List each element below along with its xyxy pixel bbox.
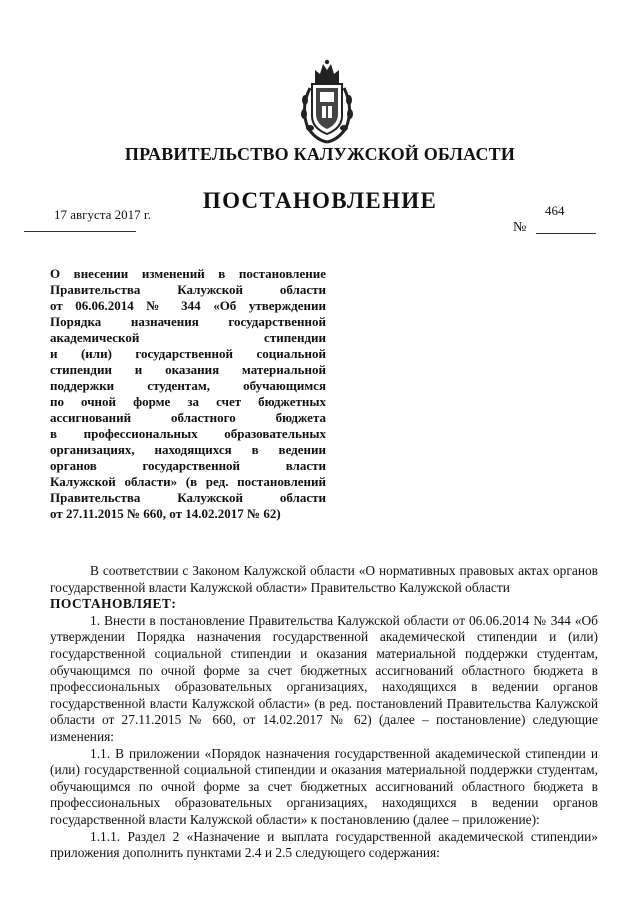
subject-line: стипендии и оказания материальной <box>50 362 326 377</box>
subject-line: организациях, находящихся в ведении <box>50 442 326 457</box>
subject-line: от 27.11.2015 № 660, от 14.02.2017 № 62) <box>50 506 281 521</box>
number-sign: № <box>513 220 527 235</box>
subject-line: поддержки студентам, обучающимся <box>50 378 326 393</box>
document-subject <box>50 266 326 522</box>
subject-line: Порядка назначения государственной <box>50 314 326 329</box>
subject-line: от 06.06.2014 № 344 «Об утверждении <box>50 298 326 313</box>
document-number: 464 <box>545 203 565 218</box>
paragraph-1-1-1: 1.1.1. Раздел 2 «Назначение и выплата государственной академической стипендии» приложения дополнить пунктами 2.4 и 2.5 следующего содержания: <box>50 828 598 861</box>
subject-line: органов государственной власти <box>50 458 326 473</box>
government-name: ПРАВИТЕЛЬСТВО КАЛУЖСКОЙ ОБЛАСТИ <box>124 144 516 164</box>
intro-paragraph: В соответствии с Законом Калужской области «О нормативных правовых актах органов государственной власти Калужской области» Правительство Калужской области <box>50 563 598 595</box>
document-body <box>50 563 598 862</box>
subject-line: академической стипендии <box>50 330 326 345</box>
subject-line: по очной форме за счет бюджетных <box>50 394 326 409</box>
paragraph-1-1: 1.1. В приложении «Порядок назначения государственной академической стипендии и (или) государственной социальной стипендии и оказания материальной поддержки студентам, обучающимся по очной форме за счет бюджетных ассигнований областного бюджета в профессиональных образовательных организациях, находящихся в ведении органов государственной власти Калужской области» к постановлению (далее – приложение): <box>50 745 598 827</box>
coat-of-arms-emblem-icon <box>296 58 358 144</box>
subject-line: О внесении изменений в постановление <box>50 266 326 281</box>
subject-line: Правительства Калужской области <box>50 490 326 505</box>
resolves-heading: ПОСТАНОВЛЯЕТ: <box>50 596 177 612</box>
subject-line: и (или) государственной социальной <box>50 346 326 361</box>
subject-line: ассигнований областного бюджета <box>50 410 326 425</box>
subject-line: Правительства Калужской области <box>50 282 326 297</box>
document-type-title: ПОСТАНОВЛЕНИЕ <box>202 188 438 213</box>
subject-line: в профессиональных образовательных <box>50 426 326 441</box>
date-underline <box>24 231 136 232</box>
paragraph-1: 1. Внести в постановление Правительства Калужской области от 06.06.2014 № 344 «Об утверждении Порядка назначения государственной академической стипендии и (или) государственной социальной стипендии и оказания материальной поддержки студентам, обучающимся по очной форме за счет бюджетных ассигнований областного бюджета в профессиональных образовательных организациях, находящихся в ведении органов государственной власти Калужской области» (в ред. постановлений Правительства Калужской области от 27.11.2015 № 660, от 14.02.2017 № 62) (далее – постановление) следующие изменения: <box>50 612 598 744</box>
number-underline <box>536 233 596 234</box>
subject-line: Калужской области» (в ред. постановлений <box>50 474 326 489</box>
document-date: 17 августа 2017 г. <box>54 207 151 222</box>
